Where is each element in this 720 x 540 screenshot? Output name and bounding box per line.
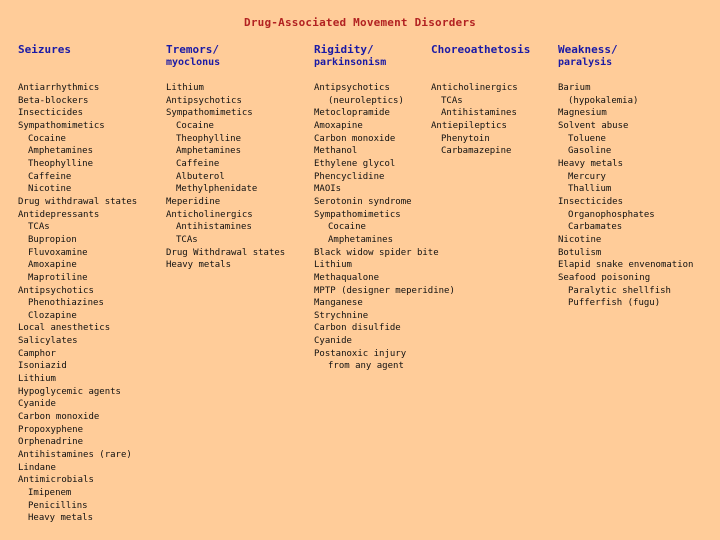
weakness-item: Organophosphates: [568, 209, 655, 220]
seizures-item: Sympathomimetics: [18, 120, 105, 131]
seizures-item: Phenothiazines: [28, 298, 104, 309]
rigidity-item: Amoxapine: [314, 120, 363, 131]
weakness-list: [558, 82, 693, 310]
seizures-item: Theophylline: [28, 158, 94, 169]
rigidity-item: Phencyclidine: [314, 171, 385, 182]
tremors-item: Anticholinergics: [166, 209, 253, 220]
weakness-item: Carbamates: [568, 222, 623, 233]
rigidity-item: Cyanide: [314, 336, 352, 347]
choreoathetosis-item: Anticholinergics: [431, 83, 518, 93]
seizures-item: Antidepressants: [18, 209, 100, 220]
seizures-item: Salicylates: [18, 336, 78, 347]
tremors-item: Antihistamines: [176, 222, 252, 233]
tremors-item: Amphetamines: [176, 146, 242, 157]
tremors-item: Lithium: [166, 83, 204, 93]
weakness-item: (hypokalemia): [568, 95, 639, 106]
seizures-item: Antimicrobials: [18, 475, 94, 486]
weakness-item: Nicotine: [558, 234, 602, 245]
tremors-header: [166, 43, 220, 69]
tremors-item: Theophylline: [176, 133, 242, 144]
choreoathetosis-item: Antiepileptics: [431, 120, 507, 131]
choreoathetosis-item: Antihistamines: [441, 108, 517, 119]
choreoathetosis-heading: Choreoathetosis: [431, 43, 531, 56]
seizures-item: Maprotiline: [28, 272, 88, 283]
rigidity-item: MAOIs: [314, 184, 342, 195]
seizures-item: Clozapine: [28, 310, 77, 321]
rigidity-item: Strychnine: [314, 310, 369, 321]
tremors-item: Caffeine: [176, 158, 220, 169]
rigidity-item: Metoclopramide: [314, 108, 390, 119]
seizures-item: Carbon monoxide: [18, 412, 100, 423]
seizures-list: [18, 82, 137, 525]
seizures-header: [18, 43, 71, 56]
seizures-item: Antiarrhythmics: [18, 83, 100, 93]
rigidity-item: Antipsychotics: [314, 83, 390, 93]
weakness-item: Barium: [558, 83, 591, 93]
rigidity-item: Postanoxic injury: [314, 348, 407, 359]
seizures-item: Caffeine: [28, 171, 72, 182]
weakness-item: Botulism: [558, 247, 602, 258]
rigidity-item: Methaqualone: [314, 272, 380, 283]
seizures-item: Cyanide: [18, 399, 56, 410]
slide-title: Drug-Associated Movement Disorders: [244, 16, 476, 29]
tremors-item: Cocaine: [176, 120, 214, 131]
weakness-item: Pufferfish (fugu): [568, 298, 661, 309]
seizures-item: Bupropion: [28, 234, 77, 245]
tremors-item: Meperidine: [166, 196, 221, 207]
rigidity-subheading: parkinsonism: [314, 57, 387, 68]
weakness-item: Thallium: [568, 184, 612, 195]
seizures-item: Lindane: [18, 462, 56, 473]
weakness-item: Magnesium: [558, 108, 607, 119]
seizures-item: Imipenem: [28, 488, 72, 498]
tremors-item: Methylphenidate: [176, 184, 258, 195]
seizures-item: Fluvoxamine: [28, 247, 88, 258]
rigidity-item: Lithium: [314, 260, 352, 271]
seizures-item: Amoxapine: [28, 260, 77, 271]
weakness-item: Gasoline: [568, 146, 612, 157]
rigidity-header: [314, 43, 386, 69]
choreoathetosis-list: [431, 82, 518, 158]
seizures-item: Drug withdrawal states: [18, 196, 138, 207]
seizures-item: Lithium: [18, 374, 56, 385]
tremors-item: Sympathomimetics: [166, 108, 253, 119]
seizures-item: Heavy metals: [28, 513, 94, 524]
rigidity-item: from any agent: [328, 361, 404, 372]
choreoathetosis-item: Carbamazepine: [441, 146, 512, 157]
seizures-item: Antihistamines (rare): [18, 450, 132, 461]
rigidity-heading: Rigidity/: [314, 43, 374, 56]
seizures-item: Hypoglycemic agents: [18, 386, 121, 397]
rigidity-item: (neuroleptics): [328, 95, 404, 106]
choreoathetosis-item: TCAs: [441, 95, 463, 106]
seizures-item: TCAs: [28, 222, 50, 233]
weakness-subheading: paralysis: [558, 57, 613, 68]
rigidity-item: Carbon disulfide: [314, 323, 401, 334]
seizures-item: Insecticides: [18, 108, 84, 119]
rigidity-item: Carbon monoxide: [314, 133, 396, 144]
weakness-item: Mercury: [568, 171, 606, 182]
weakness-item: Insecticides: [558, 196, 624, 207]
weakness-item: Toluene: [568, 133, 606, 144]
seizures-item: Local anesthetics: [18, 323, 111, 334]
seizures-item: Antipsychotics: [18, 285, 94, 296]
choreoathetosis-item: Phenytoin: [441, 133, 490, 144]
seizures-item: Cocaine: [28, 133, 66, 144]
rigidity-item: Ethylene glycol: [314, 158, 396, 169]
tremors-item: Antipsychotics: [166, 95, 242, 106]
rigidity-item: Manganese: [314, 298, 363, 309]
rigidity-item: Cocaine: [328, 222, 366, 233]
tremors-item: Drug Withdrawal states: [166, 247, 286, 258]
seizures-item: Amphetamines: [28, 146, 94, 157]
tremors-item: Albuterol: [176, 171, 225, 182]
choreoathetosis-header: [431, 43, 530, 56]
rigidity-item: Black widow spider bite: [314, 247, 439, 258]
tremors-list: [166, 82, 285, 272]
weakness-item: Seafood poisoning: [558, 272, 651, 283]
weakness-heading: Weakness/: [558, 43, 618, 56]
seizures-item: Isoniazid: [18, 361, 67, 372]
seizures-item: Nicotine: [28, 184, 72, 195]
tremors-subheading: myoclonus: [166, 57, 221, 68]
seizures-item: Orphenadrine: [18, 437, 84, 448]
tremors-item: TCAs: [176, 234, 198, 245]
weakness-item: Paralytic shellfish: [568, 285, 671, 296]
tremors-heading: Tremors/: [166, 43, 219, 56]
seizures-heading: Seizures: [18, 43, 71, 56]
rigidity-item: MPTP (designer meperidine): [314, 285, 455, 296]
weakness-item: Elapid snake envenomation: [558, 260, 694, 271]
rigidity-item: Sympathomimetics: [314, 209, 401, 220]
weakness-header: [558, 43, 618, 69]
rigidity-item: Amphetamines: [328, 234, 394, 245]
seizures-item: Camphor: [18, 348, 56, 359]
weakness-item: Heavy metals: [558, 158, 624, 169]
rigidity-item: Methanol: [314, 146, 358, 157]
tremors-item: Heavy metals: [166, 260, 232, 271]
rigidity-item: Serotonin syndrome: [314, 196, 412, 207]
weakness-item: Solvent abuse: [558, 120, 629, 131]
seizures-item: Beta-blockers: [18, 95, 89, 106]
seizures-item: Penicillins: [28, 500, 88, 511]
seizures-item: Propoxyphene: [18, 424, 84, 435]
